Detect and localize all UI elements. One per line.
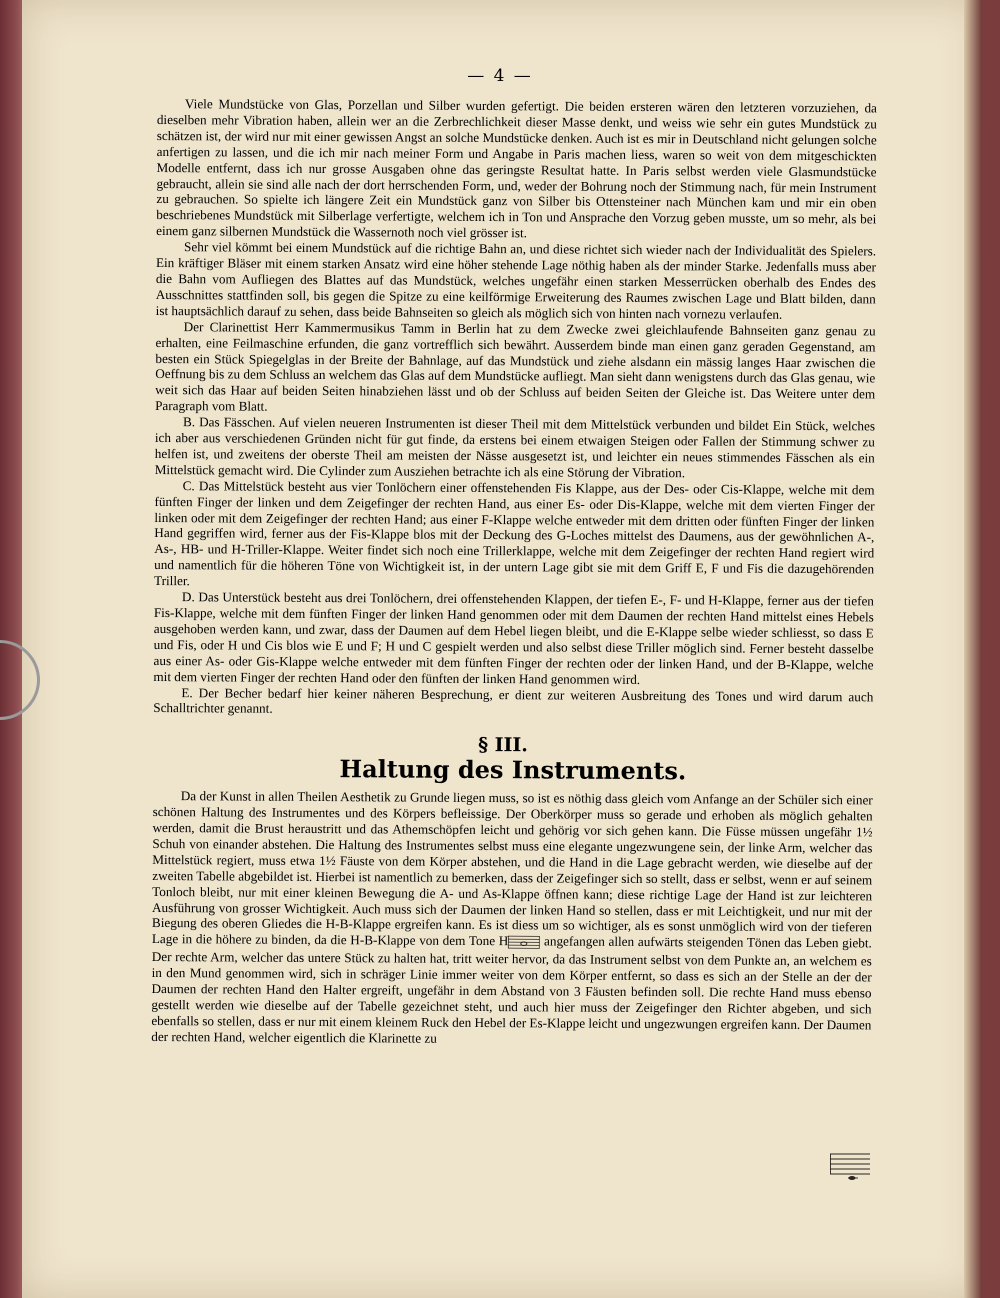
paragraph: D. Das Unterstück besteht aus drei Tonlöchern, drei offenstehenden Klappen, der tiefen E-, F- und H-Klappe, ferner aus der tiefen Fis-Klappe, welche mit dem fünften Finger der linken Hand genommen oder mit dem Daumen der rechten Hand mittelst eines Hebels ausgehoben werden kann, und zwar, dass der Daumen auf dem Hebel liegen bleibt, und die E-Klappe selbe wieder schliesst, so dass E und Fis, oder H und Cis blos wie E und F; H und C gespielt werden und also selbst diese Triller möglich sind. Ferner besteht dasselbe aus einer As- oder Gis-Klappe welche entweder mit dem fünften Finger der rechten oder der linken Hand, und der B-Klappe, welche mit dem vierten Finger der rechten Hand oder den fünften der linken Hand genommen wird. bbox=[153, 589, 874, 687]
body-text bbox=[151, 96, 877, 1049]
page-edge bbox=[964, 0, 982, 1298]
section-number: § III. bbox=[478, 734, 529, 757]
paragraph: Der Clarinettist Herr Kammermusikus Tamm in Berlin hat zu dem Zwecke zwei gleichlaufende Bahnseiten ganz genau zu erhalten, eine Feilmaschine erfunden, die ganz vortrefflich sich bewährt. Ausserdem binde man einen ganz geraden Gegenstand, am besten ein Stück Spiegelglas in der Breite der Bahnlage, auf das Mundstück und ziehe alsdann ein mässig langes Haar zwischen die Oeffnung bis zu dem Schluss an welchem das Glas auf dem Mundstücke aufliegt. Man sieht dann wenigstens durch das Glas genau, wie weit sich das Haar auf beiden Seiten hinabziehen lässt und ob der Schluss auf beiden Seiten der Gleiche ist. Das Weitere unter dem Paragraph vom Blatt. bbox=[155, 318, 876, 414]
tone-label: Tone H bbox=[468, 933, 509, 949]
paragraph: C. Das Mittelstück besteht aus vier Tonlöchern einer offenstehenden Fis Klappe, aus der Des- oder Cis-Klappe, welche mit dem fünften Finger der linken und dem Zeigefinger der rechten Hand, aus einer Es- oder Dis-Klappe, welche mit dem vierten Finger der linken oder mit dem Zeigefinger der rechten Hand; aus einer F-Klappe welche entweder mit dem dritten oder fünften Finger der linken Hand gegriffen wird, ferner aus der Fis-Klappe blos mit der Deckung des G-Loches mittelst des Daumens, aus der gewöhnlichen A-, As-, HB- und H-Triller-Klappe. Weiter findet sich noch eine Trillerklappe, welche mit dem Zeigefinger der rechten Hand regiert wird und namentlich für die höheren Töne von Wichtigkeit ist, in der untern Lage gibt sie mit dem Griff E, F und Fis die dazugehörenden Triller. bbox=[153, 477, 875, 589]
page-number: — 4 — bbox=[467, 66, 533, 86]
paragraph: Viele Mundstücke von Glas, Porzellan und Silber wurden gefertigt. Die beiden ersteren wären den letzteren vorzuziehen, da dieselben mehr Vibration haben, allein wer an die Zerbrechlichkeit dieser Masse denkt, und weiss wie sehr ein gutes Mundstück zu schätzen ist, der wird nur mit einer gewissen Angst an solche Mundstücke denken. Auch ist es mir in Deutschland nicht gelungen solche anfertigen zu lassen, und die ich mir nach meiner Form und Angabe in Paris machen liess, waren so weit von dem mitgeschickten Modelle entfernt, dass ich nur grosse Ausgaben ohne das geringste Resultat hatte. In Paris selbst werden viele Glasmundstücke gebraucht, allein sie sind alle nach der dort herrschenden Form, und, weder der Bohrung noch der Stimmung nach, für mein Instrument zu gebrauchen. So spielte ich längere Zeit ein Mundstück ganz von Silber bis Ottensteiner nach München kam und mir ein oben beschriebenes Mundstück mit Silberlage verfertigte, welchem ich in Ton und Ansprache den Vorzug geben musste, um so mehr, als bei einem ganz silbernen Mundstück die Wassernoth noch viel grösser ist. bbox=[156, 96, 877, 241]
music-staff-icon bbox=[508, 933, 540, 951]
section-paragraph bbox=[151, 788, 873, 1049]
paragraph: B. Das Fässchen. Auf vielen neueren Instrumenten ist dieser Theil mit dem Mittelstück verbunden und bildet Ein Stück, welches ich aber aus verschiedenen Gründen nicht für gut finde, da erstens bei einem etwaigen Steigen oder Fallen der Stimmung schwer zu helfen ist, und zweitens der oberste Theil am meisten der Nässe ausgesetzt ist, und leichter ein neues stimmendes Fässchen als ein Mittelstück gemacht wird. Die Cylinder zum Ausziehen betrachte ich als eine Störung der Vibration. bbox=[154, 414, 876, 481]
section-heading bbox=[153, 734, 873, 786]
paragraph: E. Der Becher bedarf hier keiner näheren Besprechung, er dient zur weiteren Ausbreitung des Tones und wird darum auch Schalltrichter genannt. bbox=[153, 684, 874, 717]
section-paragraph-text-1: Da der Kunst in allen Theilen Aesthetik zu Grunde liegen muss, so ist es nöthig dass gleich vom Anfange an der Schüler sich einer schönen Haltung des Instrumentes und des Körpers befleissige. Der Oberkörper muss so gerade und erhoben als möglich gehalten werden, damit die Brust heraustritt und das Athemschöpfen leicht und gehörig vor sich gehen kann. Die Füsse müssen ungefähr 1½ Schuh von einander abstehen. Die Haltung des Instrumentes selbst muss eine elegante ungezwungene sein, der linke Arm, welcher das Mittelstück regiert, muss etwa 1½ Fäuste von dem Körper abstehen, und die Hand in die Lage gebracht werden, wie dieselbe auf der zweiten Tabelle abgebildet ist. Hierbei ist namentlich zu bemerken, dass der Zeigefinger sich so stellt, dass er selbst, wenn er auf seinem Tonloch bleibt, nur mit einer kleinen Bewegung die A- und As-Klappe öffnen kann; diese richtige Lage der Hand ist zur leichteren Ausführung von grosser Wichtigkeit. Auch muss sich der Daumen der linken Hand so stellen, dass er mit Leichtigkeit, und nur mit der Biegung des oberen Gliedes die H-B-Klappe ergreifen kann. Es ist diess um so wichtiger, als es sonst unmöglich wird von der tieferen Lage in die höhere zu binden, da die H-B-Klappe von dem bbox=[151, 788, 873, 949]
paragraph: Sehr viel kömmt bei einem Mundstück auf die richtige Bahn an, und diese richtet sich wieder nach der Individualität des Spielers. Ein kräftiger Bläser mit einem starken Ansatz wird eine höher stehende Lage nöthig haben als der minder Starke. Jedenfalls muss aber die Bahn vom Aufliegen des Blattes auf das Mundstück, welches ungefähr einen starken Messerrücken oberhalb des Endes des Ausschnittes stattfinden soll, bis gegen die Spitze zu eine keilförmige Erweiterung des Raumes zwischen Lage und Blatt bilden, dann ist hauptsächlich darauf zu sehen, dass beide Bahnseiten so gleich als möglich sich von hinten nach vornezu verlaufen. bbox=[155, 239, 877, 322]
section-paragraph-text-2: angefangen allen aufwärts steigenden Tönen das Leben giebt. Der rechte Arm, welcher das untere Stück zu halten hat, tritt weiter hervor, da das Instrument selbst von dem Punkte an, an welchem es in den Mund genommen wird, sich in schräger Linie immer weiter von dem Körper entfernt, so dass es sich an der Stelle an der der Daumen der rechten Hand den Halter ergreift, ungefähr in dem Abstand von 3 Fäusten befinden soll. Die rechte Hand muss ebenso gestellt werden wie dieselbe auf der Tabelle gezeichnet steht, und auch hier muss der Zeigefinger den Richter abgeben, und sich ebenfalls so stellen, dass er nur mit einem kleinem Ruck den Hebel der Es-Klappe leicht und ungezwungen ergreifen kann. Der Daumen der rechten Hand, welcher eigentlich die Klarinette zu bbox=[151, 933, 872, 1046]
section-title: Haltung des Instruments. bbox=[339, 754, 687, 786]
music-staff-icon bbox=[830, 1150, 872, 1184]
